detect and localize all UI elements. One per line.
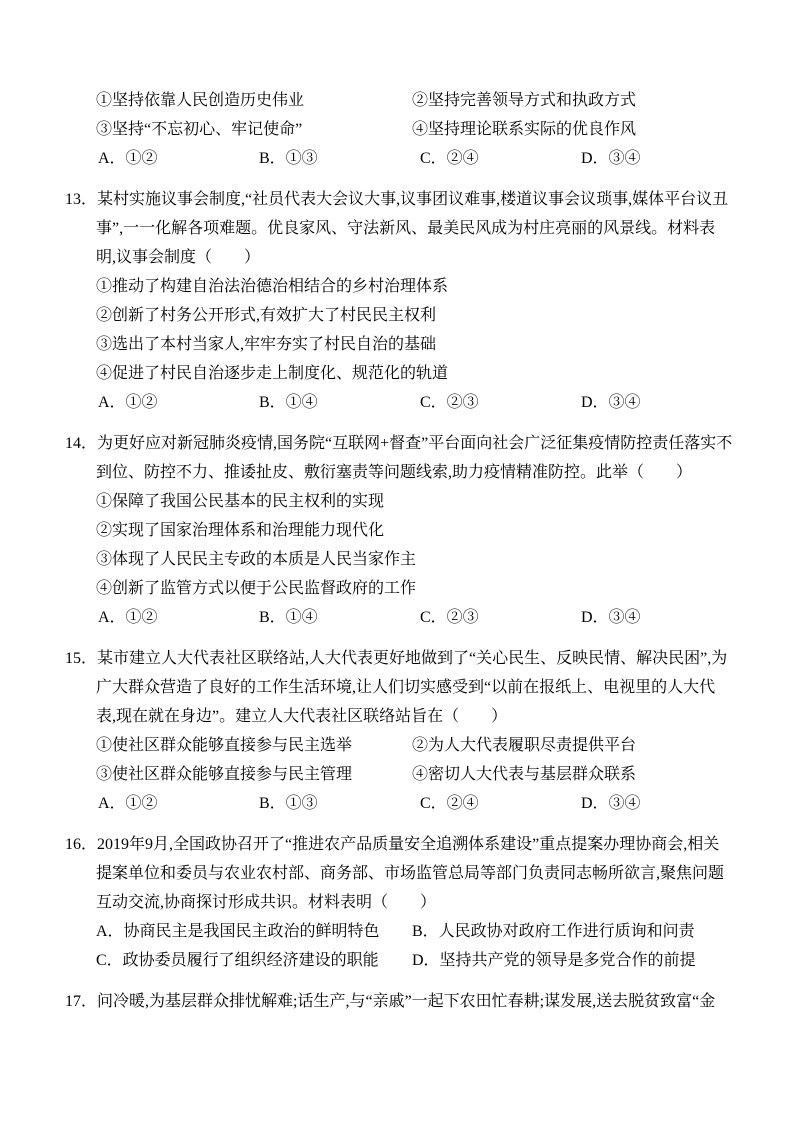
- answer-choice-a: A．①②: [98, 394, 158, 411]
- question-13: [65, 185, 734, 417]
- question-number: 14．: [65, 435, 98, 452]
- question-stem: [65, 830, 734, 917]
- option-row: [65, 115, 734, 144]
- question-stem: [65, 644, 734, 731]
- answer-choice-c: C．②③: [420, 394, 479, 411]
- answer-row: [65, 388, 734, 417]
- answer-choice-d: D．③④: [581, 795, 641, 812]
- option-item-4: ④促进了村民自治逐步走上制度化、规范化的轨道: [96, 365, 449, 382]
- option-item-2: ②坚持完善领导方式和执政方式: [412, 92, 637, 109]
- answer-row: [65, 603, 734, 632]
- question-number: 15．: [65, 650, 98, 667]
- answer-choice-a: A．①②: [98, 150, 158, 167]
- question-stem-text: 问冷暖,为基层群众排忧解难;话生产,与“亲戚”一起下农田忙春耕;谋发展,送去脱贫致富“金: [97, 993, 716, 1010]
- question-15: [65, 644, 734, 818]
- option-item-4: ④创新了监管方式以便于公民监督政府的工作: [96, 580, 417, 597]
- option-item-1: ①坚持依靠人民创造历史伟业: [96, 92, 305, 109]
- option-item-1: ①推动了构建自治法治德治相结合的乡村治理体系: [96, 278, 449, 295]
- question-14: [65, 429, 734, 632]
- answer-choice-c: C．②④: [420, 795, 479, 812]
- option-item-2: ②实现了国家治理体系和治理能力现代化: [96, 522, 385, 539]
- answer-row: [65, 144, 734, 173]
- question-12-continuation: [65, 86, 734, 173]
- answer-choice-c: C．政协委员履行了组织经济建设的职能: [96, 952, 379, 969]
- question-stem-text: 某村实施议事会制度,“社员代表大会议大事,议事团议难事,楼道议事会议琐事,媒体平台议丑事”,一一化解各项难题。优良家风、守法新风、最美民风成为村庄亮丽的风景线。材料表明,议事会制度（ ）: [96, 191, 729, 266]
- answer-choice-c: C．②③: [420, 609, 479, 626]
- answer-choice-a: A．协商民主是我国民主政治的鲜明特色: [96, 923, 380, 940]
- answer-choice-b: B．①④: [259, 394, 318, 411]
- answer-choice-d: D．③④: [581, 609, 641, 626]
- option-item-1: ①保障了我国公民基本的民主权利的实现: [96, 493, 385, 510]
- answer-choice-d: D．③④: [581, 394, 641, 411]
- question-stem: [65, 987, 734, 1016]
- question-number: 17．: [65, 993, 98, 1010]
- option-item-3: ③选出了本村当家人,牢牢夯实了村民自治的基础: [96, 336, 437, 353]
- answer-choice-c: C．②④: [420, 150, 479, 167]
- question-stem: [65, 429, 734, 487]
- answer-choice-d: D．坚持共产党的领导是多党合作的前提: [412, 952, 696, 969]
- option-item-3: ③体现了人民民主专政的本质是人民当家作主: [96, 551, 417, 568]
- question-17: [65, 987, 734, 1016]
- question-16: [65, 830, 734, 975]
- question-stem-text: 某市建立人大代表社区联络站,人大代表更好地做到了“关心民生、反映民情、解决民困”,为广大群众营造了良好的工作生活环境,让人们切实感受到“以前在报纸上、电视里的人大代表,现在就在身边”。建立人大代表社区联络站旨在（ ）: [96, 650, 728, 725]
- option-row: [65, 917, 734, 946]
- question-stem-text: 为更好应对新冠肺炎疫情,国务院“互联网+督查”平台面向社会广泛征集疫情防控责任落实不到位、防控不力、推诿扯皮、敷衍塞责等问题线索,助力疫情精准防控。此举（ ）: [96, 435, 733, 481]
- question-stem: [65, 185, 734, 272]
- answer-choice-b: B．人民政协对政府工作进行质询和问责: [412, 923, 695, 940]
- option-row: [65, 86, 734, 115]
- option-item-4: ④密切人大代表与基层群众联系: [412, 766, 637, 783]
- question-number: 13．: [65, 191, 98, 208]
- answer-choice-b: B．①③: [259, 795, 318, 812]
- option-item-4: ④坚持理论联系实际的优良作风: [412, 121, 637, 138]
- option-row: [65, 731, 734, 760]
- option-item-2: ②为人大代表履职尽责提供平台: [412, 737, 637, 754]
- question-stem-text: 2019年9月,全国政协召开了“推进农产品质量安全追溯体系建设”重点提案办理协商会,相关提案单位和委员与农业农村部、商务部、市场监管总局等部门负责同志畅所欲言,聚焦问题互动交流,协商探讨形成共识。材料表明（ ）: [96, 836, 725, 911]
- answer-row: [65, 789, 734, 818]
- answer-choice-a: A．①②: [98, 609, 158, 626]
- answer-choice-a: A．①②: [98, 795, 158, 812]
- question-number: 16．: [65, 836, 98, 853]
- option-item-1: ①使社区群众能够直接参与民主选举: [96, 737, 353, 754]
- option-item-3: ③使社区群众能够直接参与民主管理: [96, 766, 353, 783]
- option-item-2: ②创新了村务公开形式,有效扩大了村民民主权利: [96, 307, 437, 324]
- answer-choice-b: B．①③: [259, 150, 318, 167]
- answer-choice-b: B．①④: [259, 609, 318, 626]
- answer-choice-d: D．③④: [581, 150, 641, 167]
- option-item-3: ③坚持“不忘初心、牢记使命”: [96, 121, 303, 138]
- option-row: [65, 760, 734, 789]
- option-row: [65, 946, 734, 975]
